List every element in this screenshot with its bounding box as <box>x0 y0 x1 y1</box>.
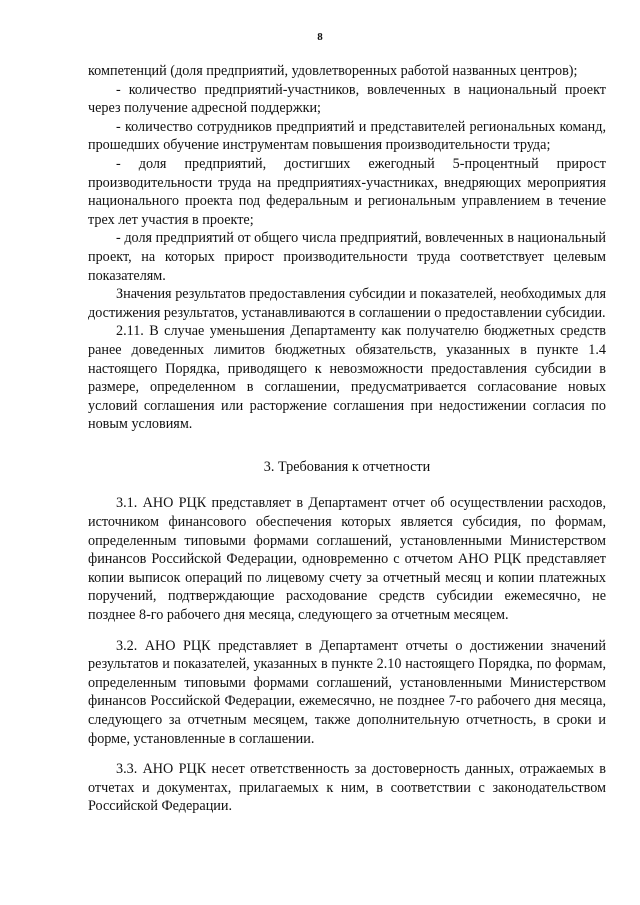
section-title: 3. Требования к отчетности <box>263 458 431 475</box>
paragraph-3-3: 3.3. АНО РЦК несет ответственность за достоверность данных, отражаемых в отчетах и документах, прилагаемых к ним, в соответствии с законодательством Российской Федерации. <box>88 761 606 815</box>
list-item-productivity-growth: - доля предприятий, достигших ежегодный 5-процентный прирост производительности труда на предприятиях-участниках, внедряющих мероприятия национального проекта под федеральным и региональным управлением в течение трех лет участия в проекте; <box>88 155 606 228</box>
spacer <box>88 748 606 760</box>
paragraph-2-11: 2.11. В случае уменьшения Департаменту как получателю бюджетных средств ранее доведенных лимитов бюджетных обязательств, указанных в пункте 1.4 настоящего Порядка, приводящего к невозможности предоставления субсидии в размере, определенном в соглашении, предусматривается согласование новых условий соглашения или расторжение соглашения при недостижении согласия по новым условиям. <box>88 323 606 433</box>
paragraph-results-values: Значения результатов предоставления субсидии и показателей, необходимых для достижения результатов, устанавливаются в соглашении о предоставлении субсидии. <box>88 286 606 321</box>
spacer <box>88 434 606 446</box>
document-body <box>88 62 606 816</box>
page-number: 8 <box>317 31 323 43</box>
spacer <box>88 625 606 637</box>
list-item-employees-trained: - количество сотрудников предприятий и представителей региональных команд, прошедших обучение инструментам повышения производительности труда; <box>88 118 606 154</box>
list-item-participants: - количество предприятий-участников, вовлеченных в национальный проект через получение адресной поддержки; <box>88 81 606 117</box>
paragraph-continuation: компетенций (доля предприятий, удовлетворенных работой названных центров); <box>88 63 578 79</box>
spacer <box>88 476 606 488</box>
spacer <box>88 446 606 458</box>
paragraph-3-2: 3.2. АНО РЦК представляет в Департамент отчеты о достижении значений результатов и показателей, указанных в пункте 2.10 настоящего Порядка, по формам, определенным типовыми формами соглашений, установленными Министерством финансов Российской Федерации, ежемесячно, не позднее 7-го рабочего дня месяца, следующего за отчетным месяцем, также дополнительную отчетность, в сроки и форме, установленные в соглашении. <box>88 637 606 747</box>
paragraph-3-1: 3.1. АНО РЦК представляет в Департамент отчет об осуществлении расходов, источником финансового обеспечения которых является субсидия, по формам, определенным типовыми формами соглашений, установленными Министерством финансов Российской Федерации, одновременно с отчетом АНО РЦК представляет копии выписок операций по лицевому счету за отчетный месяц и копии платежных поручений, подтверждающие расходование средств субсидии ежемесячно, не позднее 8-го рабочего дня месяца, следующего за отчетным месяцем. <box>88 495 606 624</box>
list-item-target-share: - доля предприятий от общего числа предприятий, вовлеченных в национальный проект, на которых прирост производительности труда соответствует целевым показателям. <box>88 230 606 284</box>
